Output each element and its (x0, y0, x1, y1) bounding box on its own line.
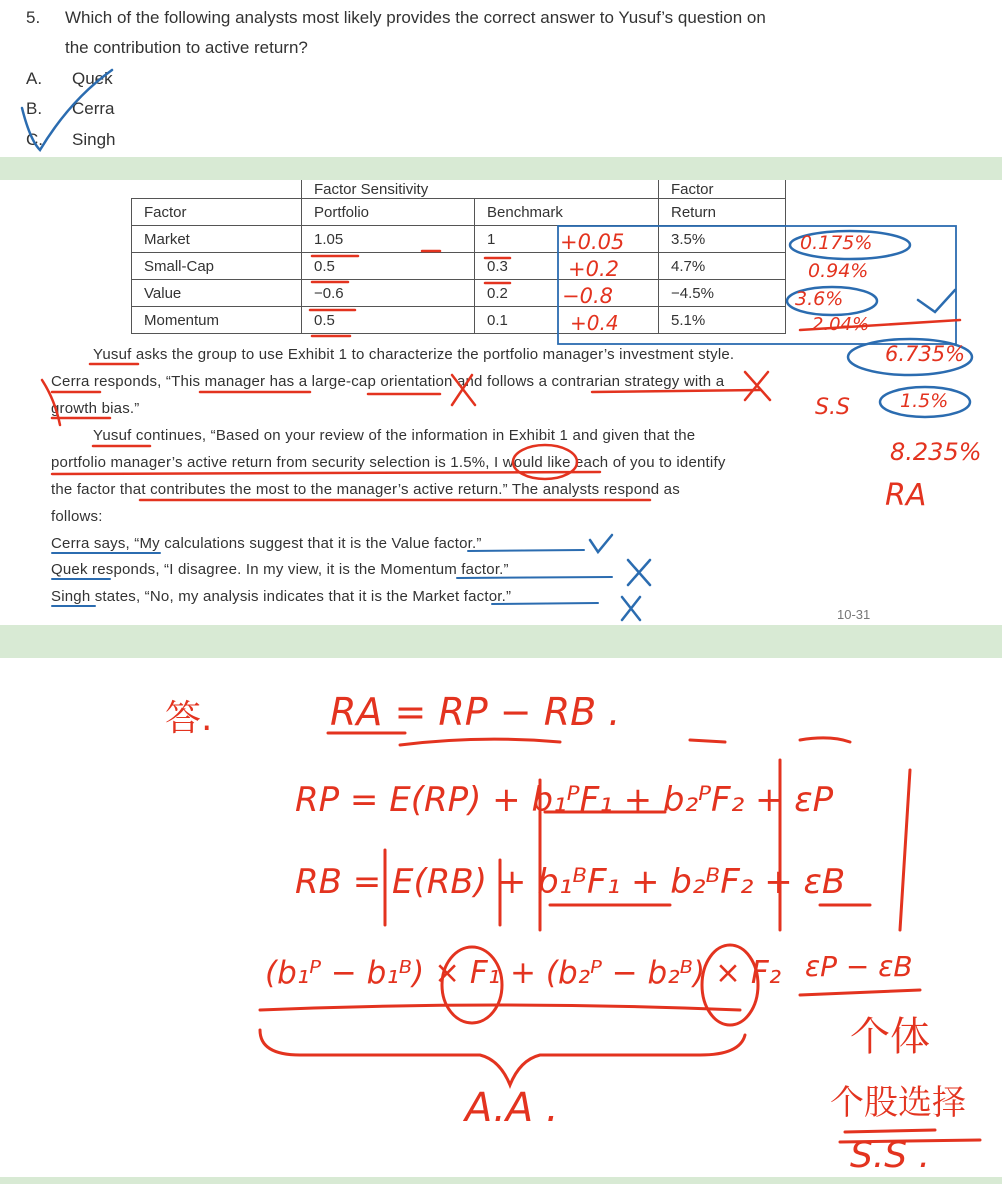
checkmark-icon (22, 70, 112, 150)
column-header: Return (659, 199, 786, 226)
formula-intro: 答. (165, 698, 213, 739)
table-cell: Market (132, 226, 302, 253)
table-cell: Small-Cap (132, 253, 302, 280)
note-diff: +0.2 (568, 257, 619, 281)
circle-mark (513, 445, 577, 479)
note-contrib: 0.175% (800, 232, 873, 254)
checkmark-icon (590, 535, 612, 552)
cross-icon (628, 560, 650, 585)
formula-line: RP = E(RP) + b₁ᴾF₁ + b₂ᴾF₂ + εP (295, 780, 834, 820)
question-text-line1: Which of the following analysts most likely provides the correct answer to Yusuf’s question on (65, 8, 766, 27)
analyst-quek: Quek responds, “I disagree. In my view, it is the Momentum factor.” (51, 561, 509, 578)
cross-icon (452, 375, 475, 405)
group-header: Factor (659, 180, 786, 199)
cross-icon (745, 372, 770, 400)
passage-line: portfolio manager’s active return from security selection is 1.5%, I would like each of you to identify (51, 454, 726, 471)
option-a-letter: A. (26, 69, 43, 88)
group-header: Factor Sensitivity (302, 180, 475, 199)
table-cell: 0.1 (475, 307, 659, 334)
page-number: 10-31 (837, 607, 871, 622)
table-cell: 5.1% (659, 307, 786, 334)
passage-line: Yusuf continues, “Based on your review of the information in Exhibit 1 and given that the (93, 427, 696, 444)
option-c-letter: C. (26, 130, 43, 149)
column-header: Portfolio (302, 199, 475, 226)
table-cell: Value (132, 280, 302, 307)
note-cn: 个体 (850, 1014, 930, 1060)
note-contrib: 3.6% (795, 288, 844, 310)
table-cell: 4.7% (659, 253, 786, 280)
note-cn: 个股选择 (830, 1083, 966, 1123)
note-diff: +0.4 (570, 311, 619, 335)
column-header: Benchmark (475, 199, 659, 226)
note-ss: S.S . (850, 1135, 931, 1176)
table-cell: Momentum (132, 307, 302, 334)
table-cell: 3.5% (659, 226, 786, 253)
cross-icon (622, 597, 640, 620)
formula-line: (b₁ᴾ − b₁ᴮ) × F₁ + (b₂ᴾ − b₂ᴮ) × F₂ (265, 955, 782, 991)
option-a-text: Quek (72, 69, 113, 88)
note-ss-label: S.S (815, 395, 850, 420)
passage-line: the factor that contributes the most to the manager’s active return.” The analysts respond as (51, 481, 680, 498)
passage-line: growth bias.” (51, 400, 140, 417)
note-aa: A.A . (465, 1085, 559, 1131)
note-total: 6.735% (885, 342, 966, 366)
column-header: Factor (132, 199, 302, 226)
note-contrib: 0.94% (808, 260, 869, 282)
table-cell: 0.2 (475, 280, 659, 307)
option-b-text: Cerra (72, 99, 115, 118)
table-cell: 0.5 (302, 307, 475, 334)
table-cell: −0.6 (302, 280, 475, 307)
formula-line: RA = RP − RB . (330, 690, 621, 734)
formula-line: RB = E(RB) + b₁ᴮF₁ + b₂ᴮF₂ + εB (295, 862, 846, 902)
passage-line: Yusuf asks the group to use Exhibit 1 to characterize the portfolio manager’s investment style. (93, 346, 735, 363)
note-contrib: 2.04% (812, 314, 870, 335)
analyst-cerra: Cerra says, “My calculations suggest that it is the Value factor.” (51, 535, 482, 552)
note-ra-value: 8.235% (890, 438, 982, 466)
option-b-letter: B. (26, 99, 43, 118)
passage-line: Cerra responds, “This manager has a large-cap orientation and follows a contrarian strategy with a (51, 373, 725, 390)
note-diff: −0.8 (562, 284, 613, 308)
note-ss-value: 1.5% (900, 390, 949, 412)
question-number: 5. (26, 8, 41, 27)
table-cell: −4.5% (659, 280, 786, 307)
checkmark-icon (918, 290, 955, 312)
table-cell: 0.5 (302, 253, 475, 280)
table-cell: 1.05 (302, 226, 475, 253)
analyst-singh: Singh states, “No, my analysis indicates that it is the Market factor.” (51, 588, 512, 605)
note-ra-label: RA (885, 478, 927, 513)
table-cell: 1 (475, 226, 659, 253)
passage-line: follows: (51, 508, 103, 525)
option-c-text: Singh (72, 130, 116, 149)
note-diff: +0.05 (560, 230, 625, 254)
table-cell: 0.3 (475, 253, 659, 280)
question-text-line2: the contribution to active return? (65, 38, 308, 57)
formula-line: εP − εB (805, 950, 913, 983)
